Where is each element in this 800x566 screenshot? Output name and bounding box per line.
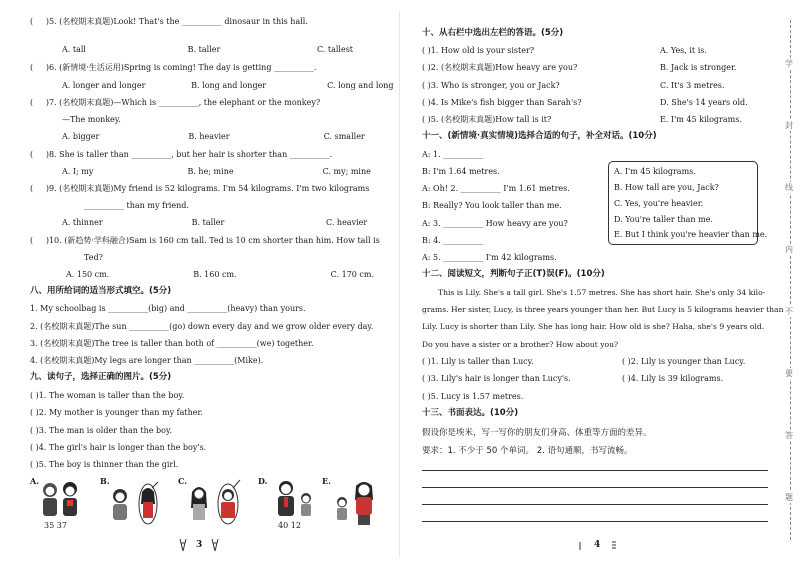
sec13-requirements: 要求：1. 不少于 50 个单词。 2. 语句通顺，书写流畅。: [422, 446, 633, 456]
writing-line-1[interactable]: [422, 470, 768, 471]
decor-mark-left-icon: [178, 538, 188, 552]
question-line: A. thinner B. taller C. heavier: [62, 218, 368, 227]
sec8-item-3: 3. (名校期末真题)The tree is taller than both of __________(we) together.: [30, 339, 314, 348]
sec10-e: E. I'm 45 kilograms.: [660, 115, 742, 124]
margin-char: 要: [785, 369, 793, 378]
decor-dot-left-icon: [576, 540, 584, 552]
question-line: __________ than my friend.: [84, 201, 189, 210]
picture-c: C.: [178, 476, 248, 532]
section-11-title: 十一、(新情境·真实情境)选择合适的句子，补全对话。(10分): [422, 131, 657, 141]
sec10-q2: ( )2. (名校期末真题)How heavy are you?: [422, 63, 578, 72]
decor-mark-right-icon: [210, 538, 220, 552]
sec9-item-4: ( )4. The girl's hair is longer than the boy's.: [30, 443, 207, 452]
question-line: —The monkey.: [62, 115, 121, 124]
passage-line-4: Do you have a sister or a brother? How about you?: [422, 340, 619, 349]
margin-char: 封: [785, 121, 793, 130]
passage-line-2: grams. Her sister, Lucy, is three years younger than her. But Lucy is 5 kilograms heavier than: [422, 305, 784, 314]
question-line: ( )7. (名校期末真题)—Which is __________, the elephant or the monkey?: [30, 98, 321, 107]
question-line: ( )5. (名校期末真题)Look! That's the __________ dinosaur in this hall.: [30, 17, 308, 26]
margin-char: 学: [785, 59, 793, 68]
question-line: A. bigger B. heavier C. smaller: [62, 132, 365, 141]
sec10-c: C. It's 3 metres.: [660, 81, 725, 90]
sec11-opt-b: B. How tall are you, Jack?: [614, 183, 719, 192]
sec10-q4: ( )4. Is Mike's fish bigger than Sarah's?: [422, 98, 582, 107]
sec8-item-1: 1. My schoolbag is __________(big) and __________(heavy) than yours.: [30, 304, 306, 313]
question-line: ( )9. (名校期末真题)My friend is 52 kilograms. I'm 54 kilograms. I'm two kilograms: [30, 184, 370, 193]
margin-char: 线: [785, 183, 793, 192]
sec8-item-2: 2. (名校期末真题)The sun __________(go) down every day and we grow older every day.: [30, 322, 374, 331]
passage-line-1: This is Lily. She's a tall girl. She's 1.57 metres. She has short hair. She's only 34 kilo-: [438, 288, 766, 297]
question-line: A. tall B. taller C. tallest: [62, 45, 354, 54]
section-13-title: 十三、书面表达。(10分): [422, 408, 519, 418]
question-line: ( )8. She is taller than __________, but her hair is shorter than __________.: [30, 150, 333, 159]
writing-line-3[interactable]: [422, 504, 768, 505]
sec12-item-2: ( )2. Lily is younger than Lucy.: [622, 357, 746, 366]
sec12-item-5: ( )5. Lucy is 1.57 metres.: [422, 392, 524, 401]
picture-a: A. 35 37: [30, 476, 90, 532]
sec11-line-6: B: 4. __________: [422, 236, 484, 245]
two-people-icon: [36, 478, 96, 522]
sec11-line-5: A: 3. __________ How heavy are you?: [422, 219, 568, 228]
picture-d-ages: 40 12: [278, 521, 301, 530]
question-line: ( )6. (新情境·生活运用)Spring is coming! The day is getting __________.: [30, 63, 317, 72]
sec11-line-1: A: 1. __________: [422, 150, 484, 159]
question-line: A. I; my B. he; mine C. my; mine: [62, 167, 371, 176]
picture-b: B.: [100, 476, 170, 532]
sec8-item-4: 4. (名校期末真题)My legs are longer than __________(Mike).: [30, 356, 264, 365]
woman-and-boy-icon: [328, 478, 382, 530]
passage-line-3: Lily. Lucy is shorter than Lily. She has long hair. How old is she? Haha, she's 9 years old.: [422, 322, 765, 331]
section-9-title: 九、读句子，选择正确的图片。(5分): [30, 372, 172, 382]
page-number-3: 3: [196, 540, 203, 550]
sec11-line-3: A: Oh! 2. __________ I'm 1.61 metres.: [422, 184, 570, 193]
margin-char: 内: [785, 245, 793, 254]
boy-and-girl-icon: [106, 478, 172, 528]
girl-and-boy-icon: [184, 478, 250, 528]
margin-char: 答: [785, 431, 793, 440]
sec11-line-4: B: Really? You look taller than me.: [422, 201, 562, 210]
sec10-q3: ( )3. Who is stronger, you or Jack?: [422, 81, 560, 90]
sec10-q5: ( )5. (名校期末真题)How tall is it?: [422, 115, 552, 124]
sec10-d: D. She's 14 years old.: [660, 98, 748, 107]
picture-a-ages: 35 37: [44, 521, 67, 530]
question-line: A. longer and longer B. long and longer C. long and long: [62, 81, 394, 90]
man-and-boy-icon: [272, 478, 326, 522]
binding-margin-line: [790, 20, 791, 540]
question-line: ( )10. (新趋势·学科融合)Sam is 160 cm tall. Ted is 10 cm shorter than him. How tall is: [30, 236, 380, 245]
sec9-item-2: ( )2. My mother is younger than my father.: [30, 408, 203, 417]
sec11-opt-e: E. But I think you're heavier than me.: [614, 230, 768, 239]
question-line: A. 150 cm. B. 160 cm. C. 170 cm.: [66, 270, 375, 279]
sec11-line-2: B: I'm 1.64 metres.: [422, 167, 500, 176]
picture-d: D. 40 12: [258, 476, 318, 532]
question-line: Ted?: [84, 253, 103, 262]
sec9-item-3: ( )3. The man is older than the boy.: [30, 426, 172, 435]
picture-e: E.: [322, 476, 382, 532]
section-8-title: 八、用所给词的适当形式填空。(5分): [30, 286, 172, 296]
sec12-item-1: ( )1. Lily is taller than Lucy.: [422, 357, 534, 366]
writing-line-2[interactable]: [422, 487, 768, 488]
sec9-item-5: ( )5. The boy is thinner than the girl.: [30, 460, 179, 469]
sec12-item-4: ( )4. Lily is 39 kilograms.: [622, 374, 724, 383]
sec11-line-7: A: 5. __________ I'm 42 kilograms.: [422, 253, 557, 262]
sec11-opt-c: C. Yes, you're heavier.: [614, 199, 704, 208]
writing-line-4[interactable]: [422, 521, 768, 522]
sec10-a: A. Yes, it is.: [660, 46, 707, 55]
right-page: [400, 0, 800, 566]
sec13-prompt: 假设你是埃米，写一写你的朋友们身高、体重等方面的差异。: [422, 428, 652, 438]
page-number-4: 4: [594, 540, 601, 550]
sec11-opt-d: D. You're taller than me.: [614, 215, 713, 224]
margin-char: 题: [785, 493, 793, 502]
sec9-item-1: ( )1. The woman is taller than the boy.: [30, 391, 185, 400]
sec10-q1: ( )1. How old is your sister?: [422, 46, 535, 55]
decor-dot-right-icon: [610, 540, 618, 552]
section-10-title: 十、从右栏中选出左栏的答语。(5分): [422, 28, 564, 38]
sec10-b: B. Jack is stronger.: [660, 63, 737, 72]
sec12-item-3: ( )3. Lily's hair is longer than Lucy's.: [422, 374, 571, 383]
section-12-title: 十二、阅读短文，判断句子正(T)误(F)。(10分): [422, 269, 605, 279]
sec11-opt-a: A. I'm 45 kilograms.: [614, 167, 696, 176]
margin-char: 不: [785, 307, 793, 316]
